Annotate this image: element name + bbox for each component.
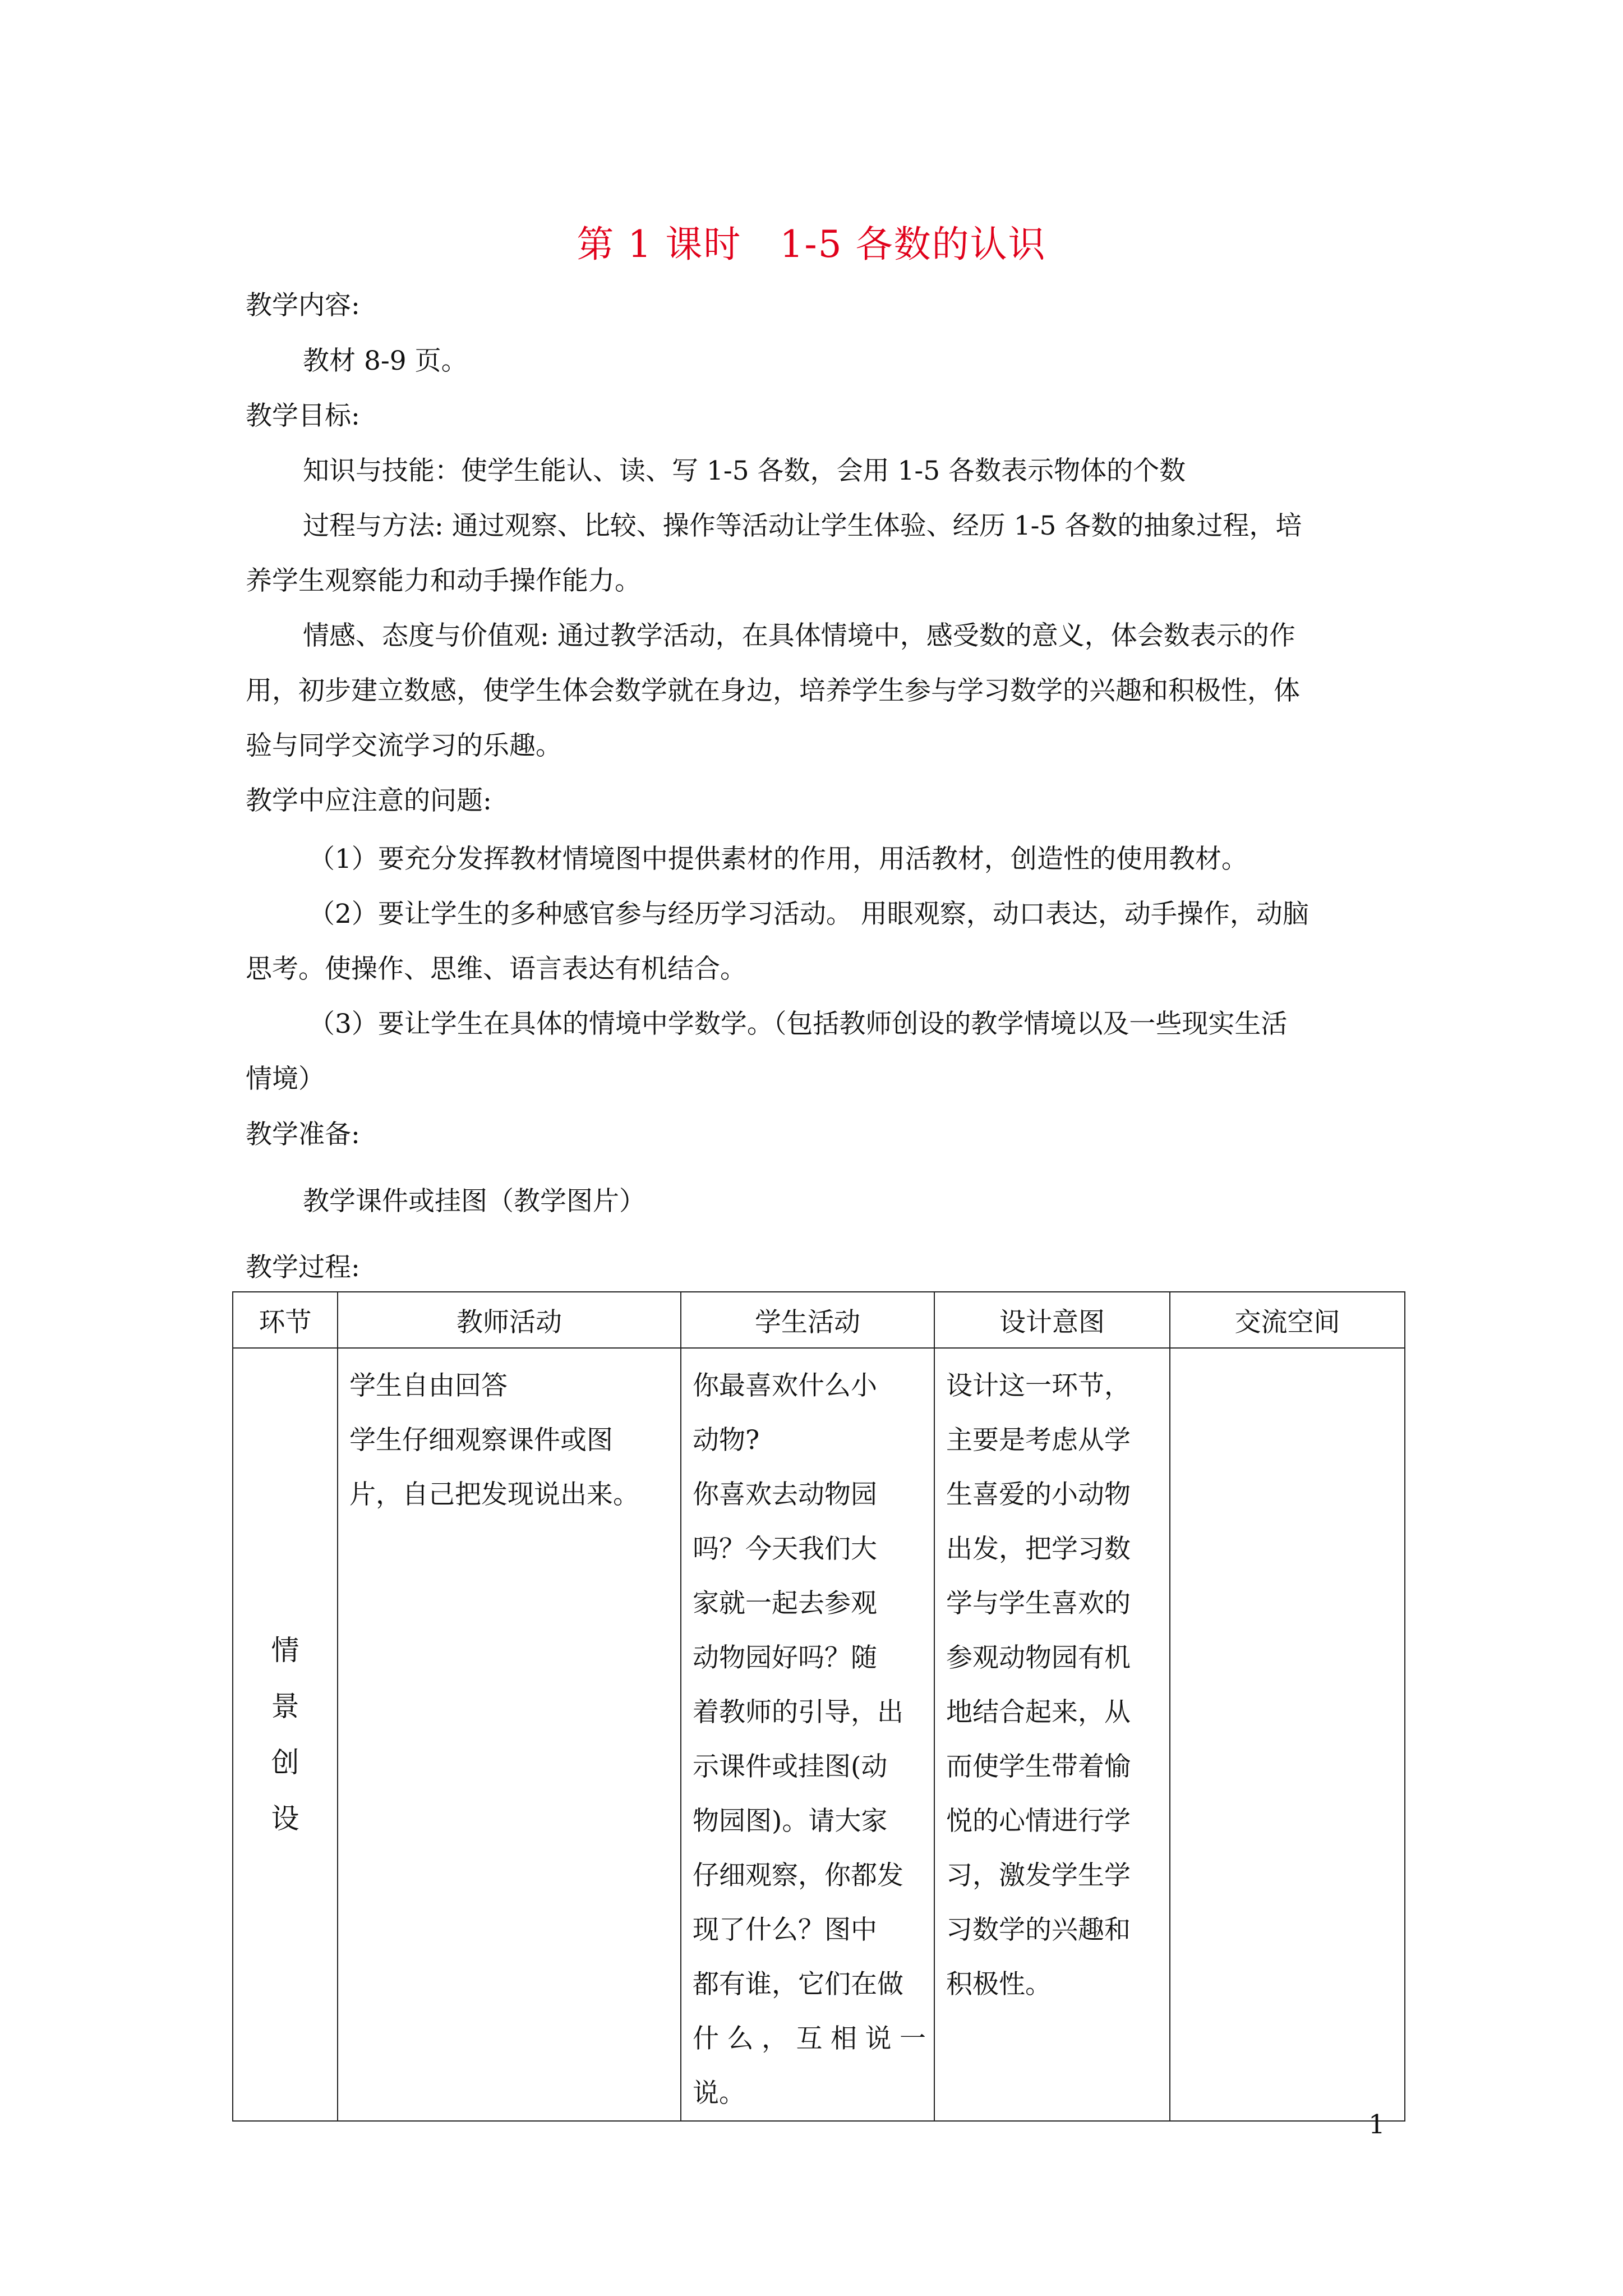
note-3-line2: 情境） (246, 1064, 325, 1094)
design-intent-cell (934, 1348, 1170, 2121)
exchange-space-cell (1170, 1348, 1405, 2121)
teacher-activity-line: 学生自由回答 (349, 1370, 508, 1401)
lesson-title: 第 1 课时 1-5 各数的认识 (577, 223, 1046, 266)
student-activity-line: 仔细观察，你都发 (693, 1860, 903, 1891)
goals-heading: 教学目标: (246, 401, 360, 431)
process-heading: 教学过程: (246, 1252, 360, 1283)
student-activity-line: 现了什么？图中 (693, 1915, 877, 1945)
teacher-activity-line: 片，自己把发现说出来。 (349, 1479, 639, 1510)
note-1: （1）要充分发挥教材情境图中提供素材的作用，用活教材，创造性的使用教材。 (308, 844, 1248, 875)
goal-process-line1: 过程与方法: 通过观察、比较、操作等活动让学生体验、经历 1-5 各数的抽象过程，培 (303, 510, 1302, 541)
teacher-activity-cell (338, 1348, 681, 2121)
teaching-process-table (232, 1291, 1405, 2122)
student-activity-line: 你喜欢去动物园 (693, 1479, 877, 1510)
design-intent-line: 生喜爱的小动物 (946, 1479, 1131, 1510)
design-intent-line: 学与学生喜欢的 (946, 1588, 1131, 1619)
student-activity-line: 家就一起去参观 (693, 1588, 877, 1619)
goal-knowledge: 知识与技能：使学生能认、读、写 1-5 各数，会用 1-5 各数表示物体的个数 (303, 455, 1186, 486)
header-teacher-activity: 教师活动 (338, 1292, 681, 1348)
table-row (233, 1348, 1405, 2121)
design-intent-line: 出发，把学习数 (946, 1534, 1131, 1565)
header-student-activity: 学生活动 (681, 1292, 934, 1348)
notes-heading: 教学中应注意的问题: (246, 785, 492, 816)
student-activity-line: 都有谁，它们在做 (693, 1969, 903, 2000)
content-heading: 教学内容: (246, 290, 360, 321)
student-activity-cell (681, 1348, 934, 2121)
student-activity-line: 动物园好吗？随 (693, 1642, 877, 1673)
note-2-line2: 思考。使操作、思维、语言表达有机结合。 (246, 954, 746, 984)
goal-emotion-line1: 情感、态度与价值观: 通过教学活动，在具体情境中，感受数的意义，体会数表示的作 (303, 620, 1295, 651)
design-intent-line: 习数学的兴趣和 (946, 1915, 1131, 1945)
design-intent-line: 积极性。 (946, 1969, 1052, 2000)
student-activity-line: 着教师的引导，出 (693, 1697, 903, 1728)
design-intent-line: 主要是考虑从学 (946, 1425, 1131, 1456)
goal-emotion-line3: 验与同学交流学习的乐趣。 (246, 730, 562, 761)
note-2-line1: （2）要让学生的多种感官参与经历学习活动。 用眼观察，动口表达，动手操作，动脑 (308, 899, 1309, 930)
student-activity-line: 物园图)。请大家 (693, 1806, 888, 1837)
header-exchange-space: 交流空间 (1170, 1292, 1405, 1348)
table-header-row (233, 1292, 1405, 1348)
teacher-activity-line: 学生仔细观察课件或图 (349, 1425, 613, 1456)
design-intent-line: 习，激发学生学 (946, 1860, 1131, 1891)
stage-cell (233, 1348, 338, 2121)
student-activity-line: 你最喜欢什么小 (693, 1370, 877, 1401)
design-intent-line: 设计这一环节， (946, 1370, 1131, 1401)
student-activity-line: 动物? (693, 1425, 760, 1456)
goal-emotion-line2: 用，初步建立数感，使学生体会数学就在身边，培养学生参与学习数学的兴趣和积极性，体 (246, 675, 1300, 706)
student-activity-line: 什么，互相说一说。 (693, 2023, 926, 2109)
stage-char: 情 (271, 1634, 299, 1667)
content-text: 教材 8-9 页。 (303, 346, 468, 376)
header-design-intent: 设计意图 (934, 1292, 1170, 1348)
student-activity-line: 吗？今天我们大 (693, 1534, 877, 1565)
design-intent-line: 地结合起来，从 (946, 1697, 1131, 1728)
design-intent-line: 而使学生带着愉 (946, 1751, 1131, 1782)
student-activity-line: 示课件或挂图(动 (693, 1751, 888, 1782)
stage-char: 创 (271, 1746, 299, 1779)
design-intent-line: 参观动物园有机 (946, 1642, 1131, 1673)
goal-process-line2: 养学生观察能力和动手操作能力。 (246, 565, 641, 596)
header-stage: 环节 (233, 1292, 338, 1348)
design-intent-line: 悦的心情进行学 (946, 1806, 1131, 1837)
stage-char: 设 (271, 1802, 299, 1835)
prep-heading: 教学准备: (246, 1119, 360, 1150)
prep-text: 教学课件或挂图（教学图片） (303, 1186, 645, 1217)
page-number: 1 (1368, 2109, 1385, 2140)
stage-char: 景 (271, 1690, 299, 1723)
note-3-line1: （3）要让学生在具体的情境中学数学。（包括教师创设的教学情境以及一些现实生活 (308, 1009, 1288, 1039)
